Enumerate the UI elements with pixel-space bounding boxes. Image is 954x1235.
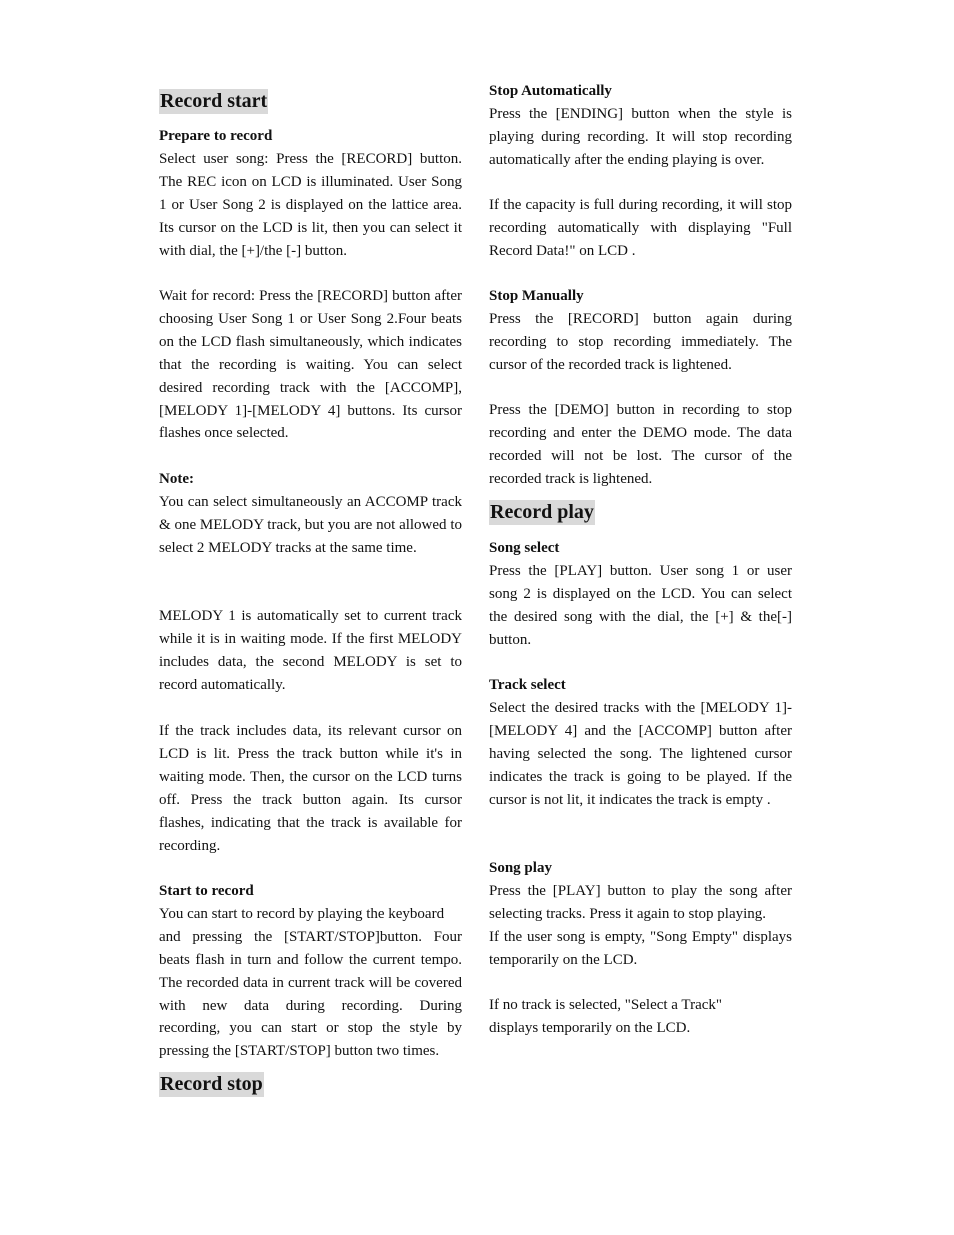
wait-block bbox=[159, 285, 462, 445]
stop-manual-block-2 bbox=[489, 399, 792, 491]
stop-auto-block-2 bbox=[489, 194, 792, 263]
stop-auto-block bbox=[489, 80, 792, 172]
prepare-title: Prepare to record bbox=[159, 128, 273, 144]
note-block-2 bbox=[159, 605, 462, 697]
start-first-line: You can start to record by playing the keyboard bbox=[159, 905, 445, 922]
song-play-block bbox=[489, 857, 792, 972]
stop-manual-title: Stop Manually bbox=[489, 288, 584, 304]
track-select-paragraph: Select the desired tracks with the [MELODY 1]-[MELODY 4] and the [ACCOMP] button after having selected the song. The lightened cursor indicates the track is going to be played. If the cursor is not lit, it indicates the track is empty . bbox=[489, 699, 792, 808]
track-select-block bbox=[489, 674, 792, 811]
stop-manual-block bbox=[489, 285, 792, 377]
song-play-paragraph-1: Press the [PLAY] button to play the song after selecting tracks. Press it again to stop playing. bbox=[489, 882, 792, 922]
note-paragraph-3: If the track includes data, its relevant cursor on LCD is lit. Press the track button while it's in waiting mode. Then, the cursor on the LCD turns off. Press the track button again. Its cursor flashes, indicating that the track is available for recording. bbox=[159, 723, 462, 854]
record-stop-heading: Record stop bbox=[160, 1073, 263, 1095]
song-play-paragraph-3-line-1: If no track is selected, "Select a Track" bbox=[489, 997, 723, 1013]
record-start-heading: Record start bbox=[160, 90, 268, 112]
song-play-title: Song play bbox=[489, 860, 552, 876]
stop-auto-paragraph-1: Press the [ENDING] button when the style is playing during recording. It will stop recording automatically after the ending playing is over. bbox=[489, 105, 792, 168]
song-select-paragraph: Press the [PLAY] button. User song 1 or user song 2 is displayed on the LCD. You can select the desired song with the dial, the [+] & the[-] button. bbox=[489, 562, 792, 648]
start-block bbox=[159, 880, 462, 1063]
prepare-paragraph-2: Wait for record: Press the [RECORD] button after choosing User Song 1 or User Song 2.Four beats on the LCD flash simultaneously, which indicates that the recording is waiting. You can select desired recording track with the [ACCOMP],[MELODY 1]-[MELODY 4] buttons. Its cursor flashes once selected. bbox=[159, 288, 462, 442]
prepare-paragraph-1: Select user song: Press the [RECORD] button. The REC icon on LCD is illuminated. User Song 1 or User Song 2 is displayed on the lattice area. Its cursor on the LCD is lit, then you can select it with dial, the [+]/the [-] button. bbox=[159, 150, 462, 259]
track-select-title: Track select bbox=[489, 677, 566, 693]
record-play-section bbox=[489, 500, 792, 525]
record-stop-section bbox=[159, 1072, 462, 1097]
start-paragraph: and pressing the [START/STOP]button. Four beats flash in turn and follow the current tempo. The recorded data in current track will be covered with new data during recording. During recording, you can start or stop the style by pressing the [START/STOP] button two times. bbox=[159, 928, 462, 1060]
note-block bbox=[159, 468, 462, 560]
note-title: Note: bbox=[159, 471, 194, 487]
stop-manual-paragraph-2: Press the [DEMO] button in recording to stop recording and enter the DEMO mode. The data recorded will not be lost. The cursor of the recorded track is lightened. bbox=[489, 402, 792, 487]
song-select-title: Song select bbox=[489, 540, 560, 556]
prepare-block bbox=[159, 125, 462, 262]
stop-manual-paragraph-1: Press the [RECORD] button again during recording to stop recording immediately. The cursor of the recorded track is lightened. bbox=[489, 310, 792, 373]
note-block-3 bbox=[159, 720, 462, 857]
start-title: Start to record bbox=[159, 883, 254, 899]
note-paragraph-2: MELODY 1 is automatically set to current track while it is in waiting mode. If the first MELODY includes data, the second MELODY is set to record automatically. bbox=[159, 608, 462, 693]
record-start-section bbox=[159, 89, 462, 114]
note-paragraph-1: You can select simultaneously an ACCOMP track & one MELODY track, but you are not allowed to select 2 MELODY tracks at the same time. bbox=[159, 493, 462, 556]
record-play-heading: Record play bbox=[490, 501, 594, 523]
song-play-block-2 bbox=[489, 994, 792, 1040]
song-play-paragraph-2: If the user song is empty, "Song Empty" displays temporarily on the LCD. bbox=[489, 928, 792, 968]
song-play-paragraph-3-line-2: displays temporarily on the LCD. bbox=[489, 1019, 691, 1036]
stop-auto-paragraph-2: If the capacity is full during recording, it will stop recording automatically with displaying "Full Record Data!" on LCD . bbox=[489, 197, 792, 259]
song-select-block bbox=[489, 537, 792, 652]
stop-auto-title: Stop Automatically bbox=[489, 83, 612, 99]
